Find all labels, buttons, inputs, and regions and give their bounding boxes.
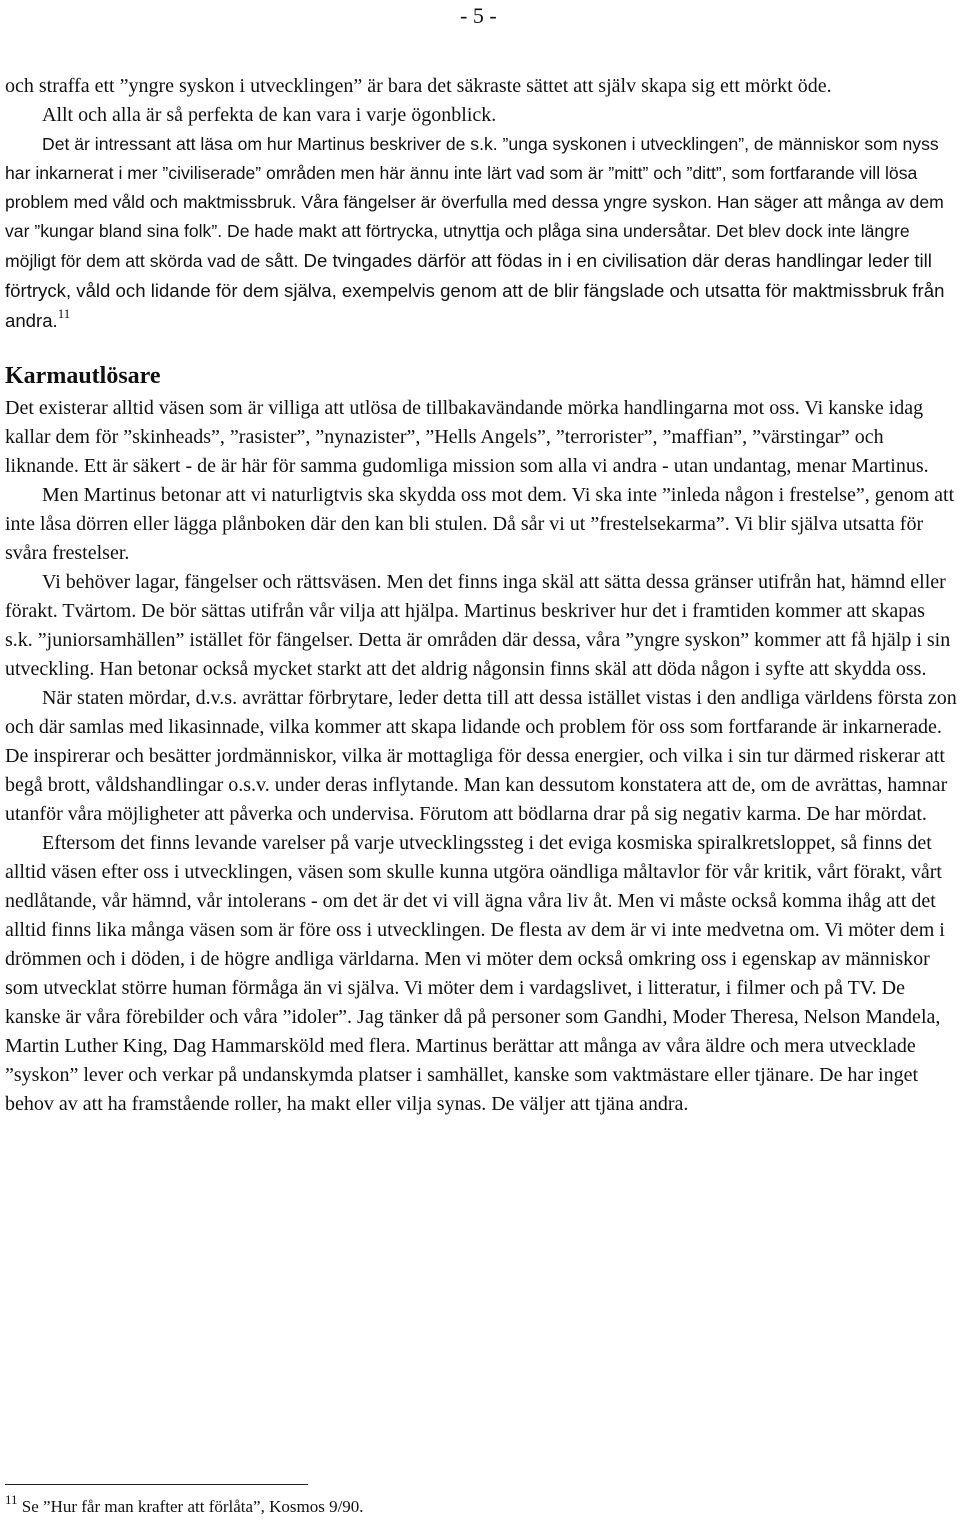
footnote <box>5 1492 364 1518</box>
intro-line-1: och straffa ett ”yngre syskon i utvecklingen” är bara det säkraste sättet att själv skapa sig ett mörkt öde. <box>5 75 832 97</box>
intro-paragraph <box>5 130 957 336</box>
section-paragraph-1: Det existerar alltid väsen som är villiga att utlösa de tillbakavändande mörka handlingarna mot oss. Vi kanske idag kallar dem för ”skinheads”, ”rasister”, ”nynazister”, ”Hells Angels”, ”terrorister”, ”maffian”, ”värstingar” och liknande. Ett är säkert - de är här för samma gudomliga mission som alla vi andra - utan undantag, menar Martinus. <box>5 397 929 477</box>
section-paragraph-2: Men Martinus betonar att vi naturligtvis ska skydda oss mot dem. Vi ska inte ”inleda någon i frestelse”, genom att inte låsa dörren eller lägga plånboken där den kan bli stulen. Då sår vi ut ”frestelsekarma”. Vi blir själva utsatta för svåra frestelser. <box>5 484 955 564</box>
page-number: - 5 - <box>460 3 497 28</box>
page-body <box>5 72 957 1119</box>
footnote-text: Se ”Hur får man krafter att förlåta”, Kosmos 9/90. <box>17 1497 364 1516</box>
section-paragraph-4: När staten mördar, d.v.s. avrättar förbrytare, leder detta till att dessa istället vistas i den andliga världens första zon och där samlas med likasinnade, vilka kommer att skapa lidande och problem för oss som fortfarande är inkarnerade. De inspirerar och besätter jordmänniskor, vilka är mottagliga för dessa energier, och vilka i sin tur därmed riskerar att begå brott, våldshandlingar o.s.v. under deras inflytande. Man kan dessutom konstatera att de, om de avrättas, hamnar utanför våra möjligheter att påverka och undervisa. Förutom att bödlarna drar på sig negativ karma. De har mördat. <box>5 687 957 825</box>
section-paragraph-3: Vi behöver lagar, fängelser och rättsväsen. Men det finns inga skäl att sätta dessa gränser utifrån hat, hämnd eller förakt. Tvärtom. De bör sättas utifrån vår vilja att hjälpa. Martinus beskriver hur det i framtiden kommer att skapas s.k. ”juniorsamhällen” istället för fängelser. Detta är områden där dessa, våra ”yngre syskon” kommer att få hjälp i sin utveckling. Han betonar också mycket starkt att det aldrig någonsin finns skäl att döda någon i syfte att skydda oss. <box>5 571 951 680</box>
intro-paragraph-tail: De tvingades därför att födas in i en civilisation där deras handlingar leder till förtryck, våld och lidande för dem själva, exempelvis genom att de blir fängslade och utsatta för maktmissbruk från andra. <box>5 250 945 331</box>
footnote-divider <box>5 1484 308 1485</box>
section-heading: Karmautlösare <box>5 363 161 389</box>
section-paragraph-5: Eftersom det finns levande varelser på varje utvecklingssteg i det eviga kosmiska spiralkretsloppet, så finns det alltid väsen efter oss i utvecklingen, väsen som skulle kunna utgöra oändliga måltavlor för vår kritik, vårt förakt, vårt nedlåtande, vår hämnd, vår intolerans - om det är det vi vill ägna våra liv åt. Men vi måste också komma ihåg att det alltid finns lika många väsen som är före oss i utvecklingen. De flesta av dem är vi inte medvetna om. Vi möter dem i drömmen och i döden, i de högre andliga världarna. Men vi möter dem också omkring oss i egenskap av människor som utvecklat större human förmåga än vi själva. Vi möter dem i vardagslivet, i litteratur, i filmer och på TV. De kanske är våra förebilder och våra ”idoler”. Jag tänker då på personer som Gandhi, Moder Theresa, Nelson Mandela, Martin Luther King, Dag Hammarsköld med flera. Martinus berättar att många av våra äldre och mera utvecklade ”syskon” lever och verkar på undanskymda platser i samhället, kanske som vaktmästare eller tjänare. De har inget behov av att ha framstående roller, ha makt eller vilja synas. De väljer att tjäna andra. <box>5 832 945 1115</box>
intro-line-2: Allt och alla är så perfekta de kan vara i varje ögonblick. <box>42 104 497 126</box>
footnote-reference[interactable]: 11 <box>57 306 71 321</box>
footnote-number: 11 <box>5 1492 18 1507</box>
intro-paragraph-main: Det är intressant att läsa om hur Martinus beskriver de s.k. ”unga syskonen i utvecklingen”, de människor som nyss har inkarnerat i mer ”civiliserade” områden men här ännu inte lärt vad som är ”mitt” och ”ditt”, som fortfarande vill lösa problem med våld och maktmissbruk. Våra fängelser är överfulla med dessa yngre syskon. Han säger att många av dem var ”kungar bland sina folk”. De hade makt att förtrycka, utnyttja och plåga sina undersåtar. Det blev dock inte längre möjligt för dem att skörda vad de sått. <box>5 134 944 271</box>
